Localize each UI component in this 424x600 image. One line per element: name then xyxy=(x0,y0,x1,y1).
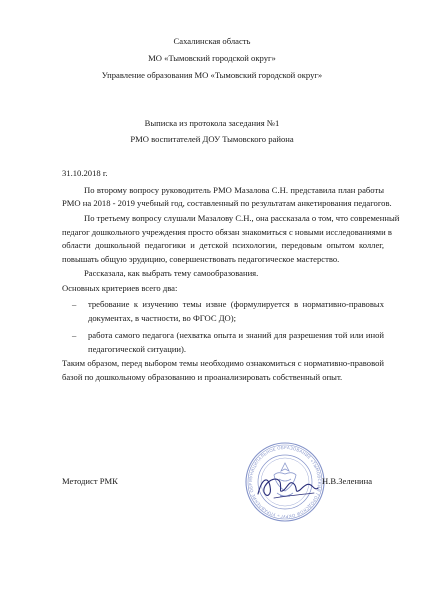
para2-line2: педагог дошкольного учреждения просто обязан знакомиться с новыми исследованиями в xyxy=(62,227,392,237)
header-municipality: МО «Тымовский городской округ» xyxy=(148,53,276,63)
conclusion-line1: Таким образом, перед выбором темы необходимо ознакомиться с нормативно-правовой xyxy=(62,358,384,368)
bullet2-line1: работа самого педагога (нехватка опыта и знаний для разрешения той или иной xyxy=(88,330,384,340)
para1-line1: По второму вопросу руководитель РМО Мазалова С.Н. представила план работы xyxy=(84,185,384,195)
para2-line1: По третьему вопросу слушали Мазалову С.Н., она рассказала о том, что современный xyxy=(84,213,400,223)
document-title: Выписка из протокола заседания №1 xyxy=(144,118,280,128)
signatory-position: Методист РМК xyxy=(62,476,118,486)
conclusion-line2: базой по дошкольному образованию и проанализировать собственный опыт. xyxy=(62,372,343,382)
signature-mark xyxy=(254,468,322,502)
document-date: 31.10.2018 г. xyxy=(62,168,108,178)
seal-text: МУНИЦИПАЛЬНОЕ ОБРАЗОВАНИЕ «ТЫМОВСКИЙ ГОРОДСКОЙ ОКРУГ» УПРАВЛЕНИЕ ОБР xyxy=(247,444,323,520)
criteria-intro: Основных критериев всего два: xyxy=(62,283,178,293)
para2-line3: области дошкольной педагогики и детской психологии, передовым опытом коллег, xyxy=(62,240,384,250)
para1-line2: РМО на 2018 - 2019 учебный год, составленный по результатам анкетирования педагогов. xyxy=(62,198,392,208)
para2-line4: повышать общую эрудицию, совершенствовать педагогическое мастерство. xyxy=(62,254,340,264)
bullet2-line2: педагогической ситуации). xyxy=(88,344,187,354)
header-region: Сахалинская область xyxy=(173,36,251,46)
header-department: Управление образования МО «Тымовский городской округ» xyxy=(101,70,323,80)
signatory-name: Н.В.Зеленина xyxy=(322,476,373,486)
bullet-marker: – xyxy=(72,299,77,309)
bullet1-line2: документах, в частности, во ФГОС ДО); xyxy=(88,313,237,323)
para3: Рассказала, как выбрать тему самообразования. xyxy=(84,268,259,278)
document-subtitle: РМО воспитателей ДОУ Тымовского района xyxy=(130,134,294,144)
bullet-marker: – xyxy=(72,330,77,340)
bullet1-line1: требование к изучению темы извне (формулируется в нормативно-правовых xyxy=(88,299,384,309)
